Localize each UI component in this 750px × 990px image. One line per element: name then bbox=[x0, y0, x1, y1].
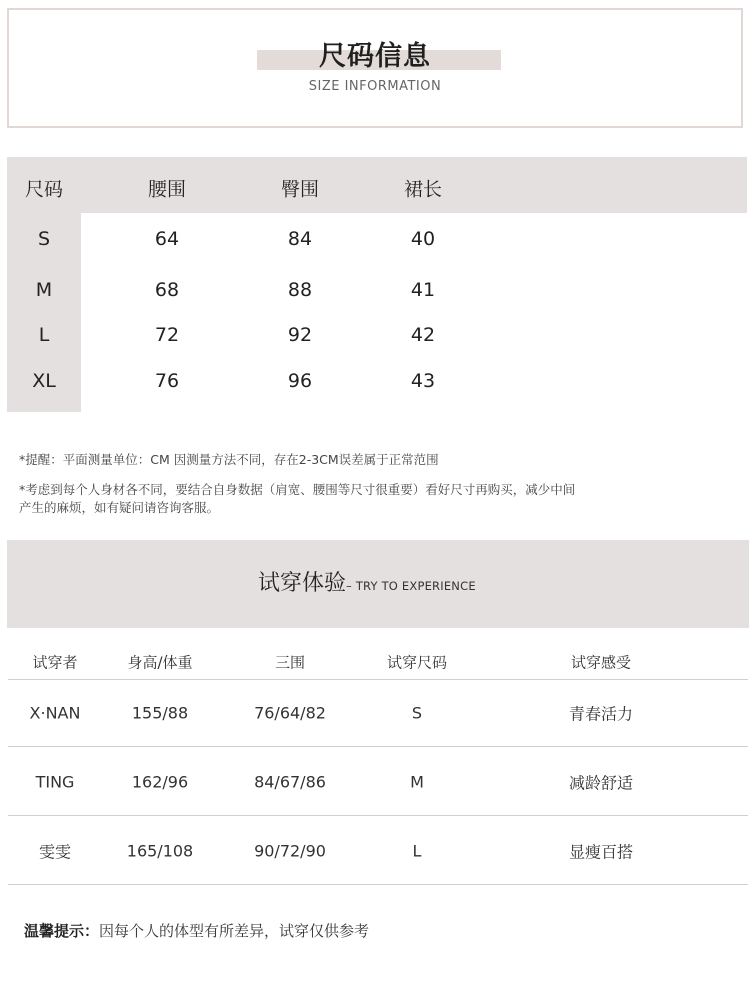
table-cell: 162/96 bbox=[131, 772, 189, 792]
table-cell: 减龄舒适 bbox=[568, 773, 634, 793]
measurement-note: *提醒：平面测量单位：CM 因测量方法不同，存在2-3CM误差属于正常范围 bbox=[19, 452, 439, 467]
table-cell: 72 bbox=[154, 324, 180, 346]
try-header-tester: 试穿者 bbox=[32, 653, 78, 672]
table-cell: XL bbox=[32, 370, 56, 392]
table-cell: M bbox=[410, 772, 424, 792]
table-cell: 42 bbox=[410, 324, 436, 346]
row-divider bbox=[8, 815, 748, 816]
table-cell: TING bbox=[35, 772, 75, 792]
table-cell: L bbox=[412, 841, 422, 861]
table-cell: 88 bbox=[287, 279, 313, 301]
table-cell: M bbox=[35, 279, 53, 301]
size-header-hip: 臀围 bbox=[280, 178, 320, 201]
row-divider bbox=[8, 884, 748, 885]
table-cell: 64 bbox=[154, 228, 180, 250]
table-cell: 90/72/90 bbox=[254, 841, 326, 861]
table-cell: 显瘦百搭 bbox=[568, 842, 634, 862]
warm-tip-label: 温馨提示： bbox=[24, 922, 100, 940]
table-cell: X·NAN bbox=[29, 703, 81, 723]
table-cell: 84 bbox=[287, 228, 313, 250]
table-cell: L bbox=[38, 324, 50, 346]
table-cell: S bbox=[411, 703, 423, 723]
page-subtitle: SIZE INFORMATION bbox=[308, 79, 442, 94]
table-cell: 40 bbox=[410, 228, 436, 250]
try-on-title-en: – TRY TO EXPERIENCE bbox=[346, 579, 476, 593]
table-cell: 96 bbox=[287, 370, 313, 392]
try-header-height-weight: 身高/体重 bbox=[127, 653, 193, 672]
row-divider bbox=[8, 679, 748, 680]
table-cell: 41 bbox=[410, 279, 436, 301]
try-on-title bbox=[258, 566, 476, 597]
sizing-advice-line1: *考虑到每个人身材各不同，要结合自身数据（肩宽、腰围等尺寸很重要）看好尺寸再购买，减少中间 bbox=[19, 482, 576, 497]
table-cell: 92 bbox=[287, 324, 313, 346]
table-cell: 青春活力 bbox=[568, 704, 634, 724]
table-cell: 76 bbox=[154, 370, 180, 392]
sizing-advice-line2: 产生的麻烦，如有疑问请咨询客服。 bbox=[19, 500, 220, 515]
page-title: 尺码信息 bbox=[319, 41, 431, 72]
try-header-feeling: 试穿感受 bbox=[570, 653, 632, 672]
try-header-size: 试穿尺码 bbox=[386, 653, 448, 672]
size-table-header-bg bbox=[7, 157, 747, 213]
table-cell: 雯雯 bbox=[38, 842, 72, 862]
table-cell: 68 bbox=[154, 279, 180, 301]
size-header-length: 裙长 bbox=[403, 178, 443, 201]
table-cell: 165/108 bbox=[126, 841, 194, 861]
table-cell: 155/88 bbox=[131, 703, 189, 723]
size-header-size: 尺码 bbox=[24, 178, 64, 201]
table-cell: 76/64/82 bbox=[254, 703, 326, 723]
try-header-measurements: 三围 bbox=[274, 653, 306, 672]
warm-tip bbox=[24, 920, 369, 941]
size-header-waist: 腰围 bbox=[147, 178, 187, 201]
row-divider bbox=[8, 746, 748, 747]
table-cell: 43 bbox=[410, 370, 436, 392]
warm-tip-text: 因每个人的体型有所差异，试穿仅供参考 bbox=[99, 922, 370, 940]
table-cell: 84/67/86 bbox=[254, 772, 326, 792]
table-cell: S bbox=[37, 228, 51, 250]
try-on-title-cn: 试穿体验 bbox=[258, 571, 347, 596]
